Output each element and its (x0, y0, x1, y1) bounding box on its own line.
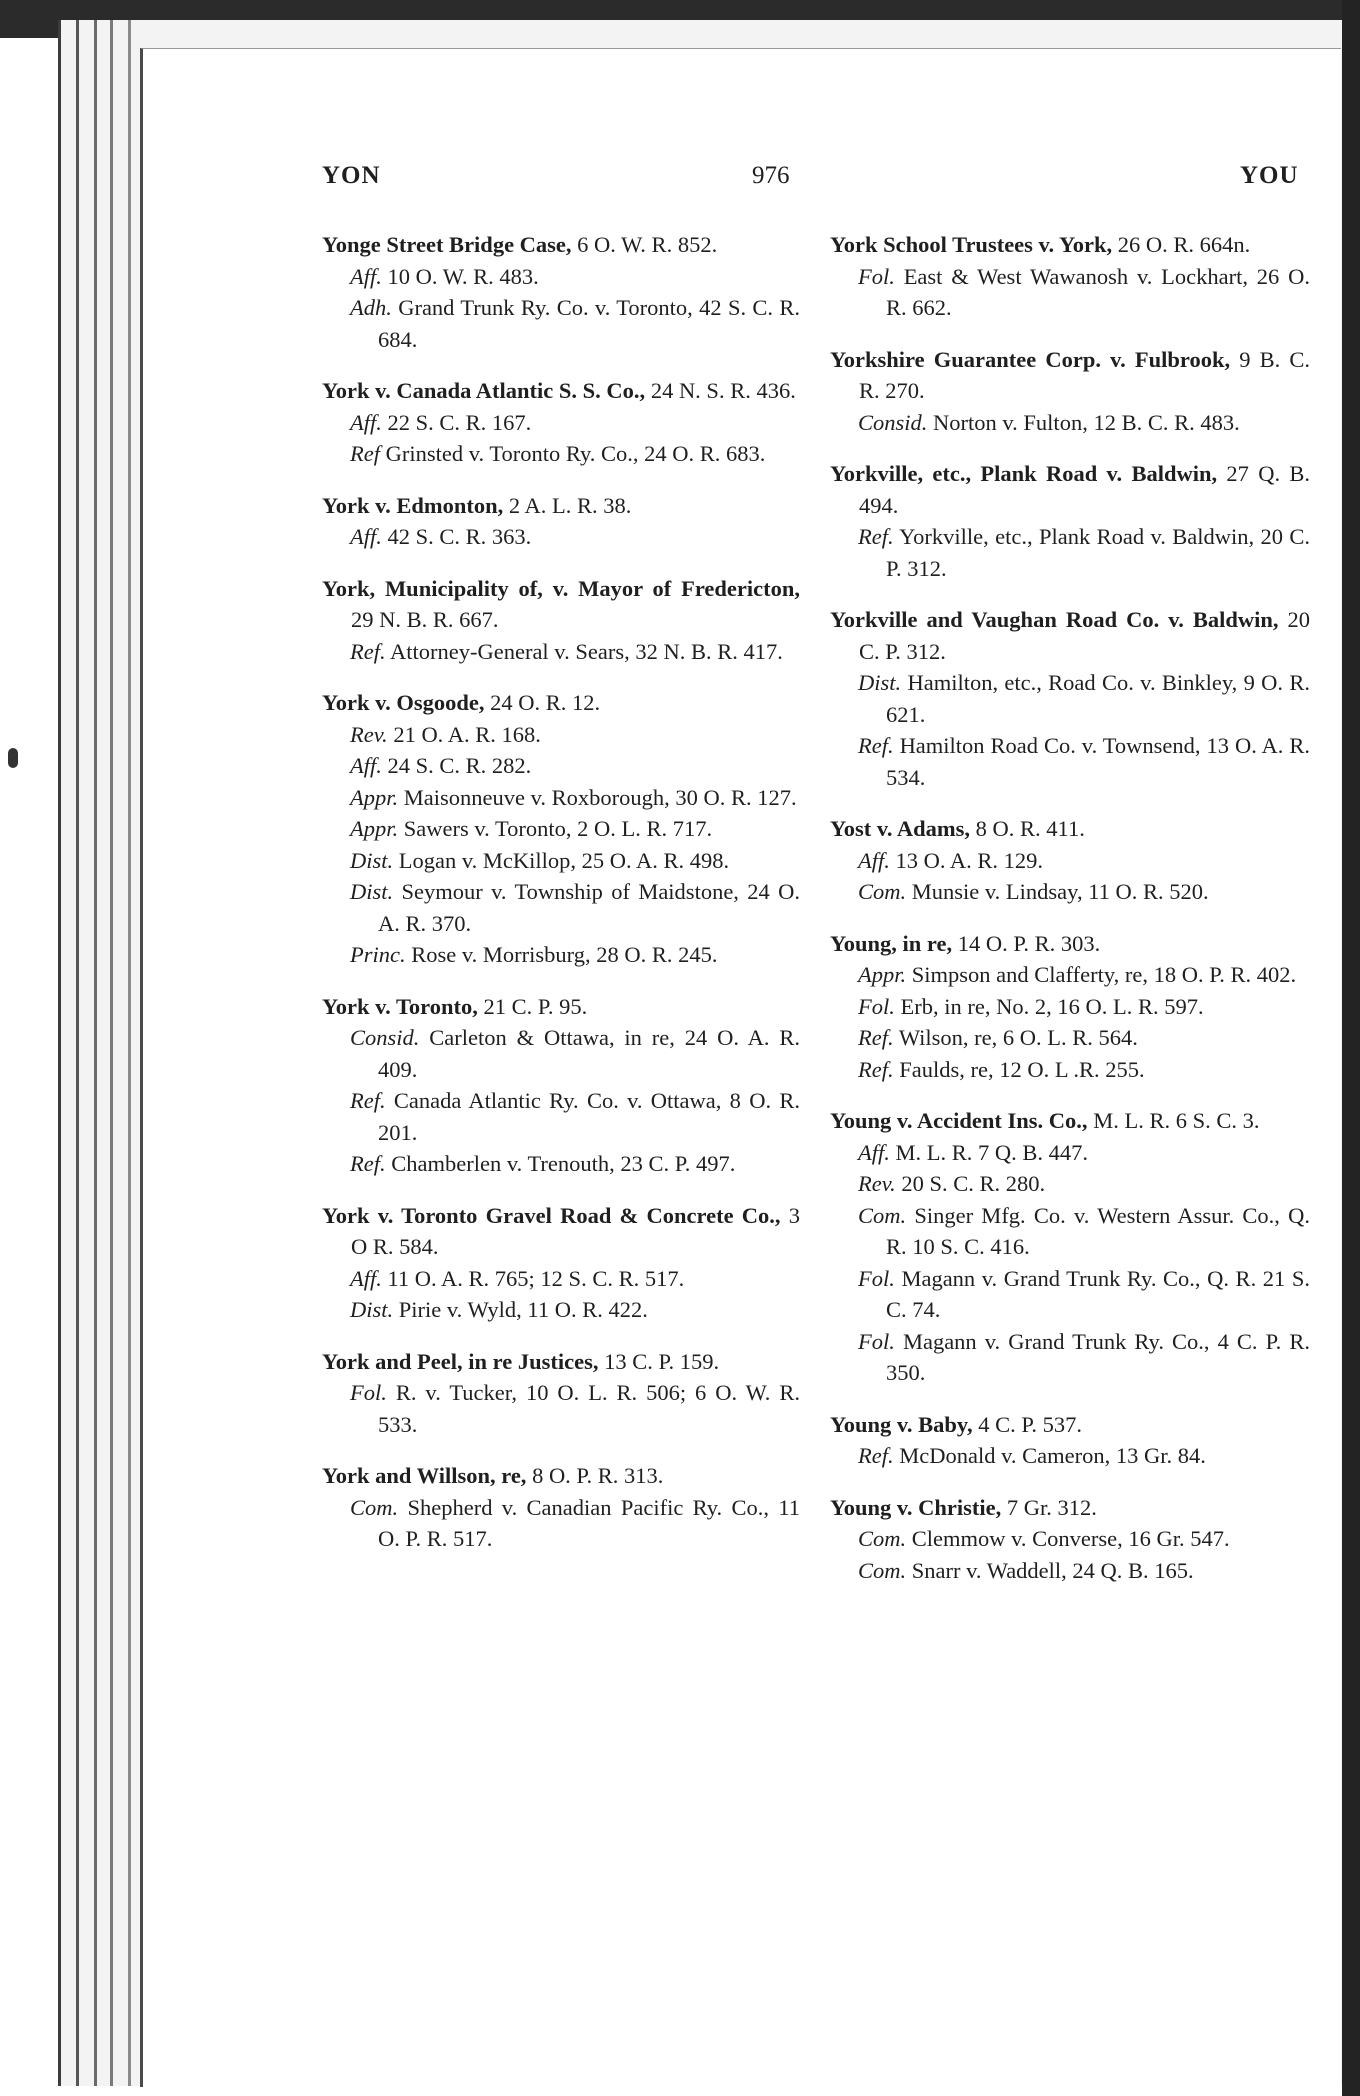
case-entry (830, 1492, 1310, 1587)
case-entry (322, 991, 800, 1180)
citation-history-line (322, 750, 800, 782)
case-citation: 3 O R. 584. (351, 1202, 800, 1259)
treatment-citation: Snarr v. Waddell, 24 Q. B. 165. (911, 1557, 1194, 1583)
case-heading (830, 604, 1310, 667)
citation-history-line (830, 991, 1310, 1023)
treatment-citation: Wilson, re, 6 O. L. R. 564. (898, 1025, 1138, 1050)
header-left-word: YON (322, 162, 381, 189)
treatment-label: Fol. (858, 993, 895, 1019)
treatment-label: Princ. (350, 942, 406, 967)
treatment-label: Dist. (858, 670, 902, 695)
case-entry (322, 229, 800, 355)
treatment-label: Aff. (350, 409, 382, 435)
treatment-citation: Norton v. Fulton, 12 B. C. R. 483. (933, 409, 1240, 435)
treatment-citation: Canada Atlantic Ry. Co. v. Ottawa, 8 O. R. 201. (378, 1088, 800, 1145)
citation-history-line (830, 1054, 1310, 1086)
citation-history-line (830, 1200, 1310, 1263)
right-column (830, 229, 1310, 1606)
treatment-label: Dist. (350, 1297, 394, 1322)
treatment-citation: Logan v. McKillop, 25 O. A. R. 498. (398, 847, 730, 873)
treatment-citation: Singer Mfg. Co. v. Western Assur. Co., Q. R. 10 S. C. 416. (886, 1202, 1311, 1259)
treatment-label: Ref. (858, 733, 894, 758)
treatment-citation: East & West Wawanosh v. Lockhart, 26 O. R. 662. (886, 263, 1310, 320)
case-heading (322, 1346, 800, 1378)
treatment-label: Com. (858, 1557, 907, 1583)
citation-history-line (830, 1555, 1310, 1587)
case-entry (830, 458, 1310, 584)
citation-history-line (322, 876, 800, 939)
citation-history-line (322, 1085, 800, 1148)
case-title: Yost v. Adams, (830, 816, 971, 841)
citation-history-line (322, 1148, 800, 1180)
treatment-citation: 21 O. A. R. 168. (393, 721, 541, 747)
treatment-citation: Maisonneuve v. Roxborough, 30 O. R. 127. (403, 784, 797, 810)
citation-history-line (830, 1326, 1310, 1389)
citation-history-line (830, 1137, 1310, 1169)
citation-history-line (322, 719, 800, 751)
left-column (322, 229, 800, 1575)
treatment-citation: Grand Trunk Ry. Co. v. Toronto, 42 S. C. R. 684. (378, 295, 800, 352)
citation-history-line (322, 1022, 800, 1085)
case-entry (322, 375, 800, 470)
case-entry (322, 490, 800, 553)
case-entry (830, 1409, 1310, 1472)
case-entry (830, 229, 1310, 324)
treatment-citation: Hamilton, etc., Road Co. v. Binkley, 9 O. R. 621. (886, 670, 1310, 727)
case-citation: M. L. R. 6 S. C. 3. (1093, 1108, 1260, 1133)
treatment-label: Appr. (350, 784, 399, 810)
treatment-label: Ref. (858, 1025, 894, 1050)
case-heading (830, 1409, 1310, 1441)
case-title: Yorkville, etc., Plank Road v. Baldwin, (830, 461, 1218, 486)
case-citation: 24 N. S. R. 436. (650, 378, 796, 403)
treatment-label: Ref. (350, 1151, 386, 1176)
case-citation: 26 O. R. 664n. (1117, 232, 1251, 257)
case-title: York School Trustees v. York, (830, 232, 1113, 257)
citation-history-line (830, 730, 1310, 793)
citation-history-line (322, 407, 800, 439)
treatment-citation: 10 O. W. R. 483. (387, 263, 539, 289)
treatment-label: Rev. (350, 721, 388, 747)
case-citation: 24 O. R. 12. (490, 690, 601, 715)
treatment-label: Ref. (858, 1056, 894, 1082)
treatment-label: Com. (350, 1494, 399, 1520)
case-heading (830, 1105, 1310, 1137)
treatment-label: Consid. (858, 409, 928, 435)
case-entry (830, 1105, 1310, 1389)
case-title: Young, in re, (830, 930, 953, 956)
treatment-citation: Yorkville, etc., Plank Road v. Baldwin, 20 C. P. 312. (886, 524, 1310, 581)
case-citation: 8 O. P. R. 313. (532, 1463, 664, 1488)
treatment-citation: Seymour v. Township of Maidstone, 24 O. A. R. 370. (378, 879, 800, 936)
treatment-citation: M. L. R. 7 Q. B. 447. (895, 1139, 1089, 1165)
treatment-citation: Faulds, re, 12 O. L .R. 255. (899, 1056, 1145, 1082)
case-citation: 9 B. C. R. 270. (859, 346, 1311, 403)
case-heading (322, 573, 800, 636)
running-header (0, 162, 1360, 202)
treatment-citation: Clemmow v. Converse, 16 Gr. 547. (911, 1526, 1230, 1551)
treatment-label: Ref. (858, 524, 894, 549)
case-heading (322, 687, 800, 719)
citation-history-line (322, 1377, 800, 1440)
treatment-citation: Grinsted v. Toronto Ry. Co., 24 O. R. 683. (385, 441, 766, 466)
case-title: York v. Osgoode, (322, 690, 485, 715)
treatment-citation: 11 O. A. R. 765; 12 S. C. R. 517. (387, 1265, 685, 1291)
case-title: York v. Toronto Gravel Road & Concrete Co., (322, 1202, 781, 1228)
treatment-label: Aff. (858, 1139, 890, 1165)
case-heading (322, 1200, 800, 1263)
citation-history-line (830, 1440, 1310, 1472)
citation-history-line (322, 292, 800, 355)
citation-history-line (322, 636, 800, 668)
treatment-label: Fol. (858, 263, 895, 289)
case-title: York v. Toronto, (322, 993, 478, 1019)
case-entry (322, 1346, 800, 1441)
case-title: Yonge Street Bridge Case, (322, 232, 572, 257)
treatment-citation: 42 S. C. R. 363. (387, 524, 532, 549)
case-citation: 13 C. P. 159. (604, 1348, 720, 1374)
case-citation: 21 C. P. 95. (483, 993, 588, 1019)
case-title: York and Peel, in re Justices, (322, 1348, 599, 1374)
treatment-label: Aff. (858, 847, 890, 873)
margin-mark (8, 748, 18, 768)
citation-history-line (830, 261, 1310, 324)
case-title: Young v. Accident Ins. Co., (830, 1108, 1088, 1133)
citation-history-line (830, 845, 1310, 877)
case-citation: 20 C. P. 312. (859, 607, 1310, 664)
citation-history-line (830, 1022, 1310, 1054)
case-heading (830, 344, 1310, 407)
case-heading (322, 490, 800, 522)
treatment-citation: Magann v. Grand Trunk Ry. Co., Q. R. 21 S. C. 74. (886, 1265, 1310, 1322)
treatment-citation: Erb, in re, No. 2, 16 O. L. R. 597. (900, 993, 1204, 1019)
case-heading (830, 458, 1310, 521)
citation-history-line (830, 1263, 1310, 1326)
treatment-label: Rev. (858, 1171, 896, 1196)
case-heading (322, 229, 800, 261)
citation-history-line (830, 521, 1310, 584)
case-heading (322, 991, 800, 1023)
citation-history-line (322, 1263, 800, 1295)
treatment-citation: Munsie v. Lindsay, 11 O. R. 520. (911, 879, 1209, 904)
citation-history-line (322, 521, 800, 553)
citation-history-line (322, 261, 800, 293)
treatment-citation: 13 O. A. R. 129. (895, 847, 1044, 873)
treatment-citation: 20 S. C. R. 280. (901, 1171, 1046, 1196)
case-entry (830, 813, 1310, 908)
treatment-label: Com. (858, 1526, 907, 1551)
case-heading (830, 813, 1310, 845)
treatment-citation: McDonald v. Cameron, 13 Gr. 84. (899, 1443, 1206, 1468)
case-title: Yorkville and Vaughan Road Co. v. Baldwin, (830, 607, 1279, 632)
case-title: Young v. Baby, (830, 1411, 973, 1437)
case-title: York v. Edmonton, (322, 492, 504, 518)
citation-history-line (830, 876, 1310, 908)
case-citation: 8 O. R. 411. (975, 816, 1085, 841)
treatment-label: Aff. (350, 1265, 382, 1291)
case-heading (830, 928, 1310, 960)
case-title: York v. Canada Atlantic S. S. Co., (322, 378, 646, 403)
treatment-citation: Shepherd v. Canadian Pacific Ry. Co., 11 O. P. R. 517. (378, 1494, 801, 1551)
treatment-label: Appr. (350, 816, 399, 841)
scan-background-right (1342, 0, 1360, 2096)
case-entry (322, 1460, 800, 1555)
treatment-citation: Simpson and Clafferty, re, 18 O. P. R. 402. (911, 962, 1297, 987)
treatment-label: Dist. (350, 879, 394, 904)
case-entry (322, 687, 800, 971)
case-citation: 2 A. L. R. 38. (508, 492, 632, 518)
treatment-citation: Attorney-General v. Sears, 32 N. B. R. 417. (390, 638, 783, 664)
treatment-label: Ref (350, 441, 380, 466)
case-citation: 27 Q. B. 494. (859, 461, 1310, 518)
citation-history-line (830, 1523, 1310, 1555)
case-heading (830, 1492, 1310, 1524)
treatment-label: Adh. (350, 295, 392, 320)
case-entry (322, 573, 800, 668)
citation-history-line (322, 1492, 800, 1555)
treatment-citation: Carleton & Ottawa, in re, 24 O. A. R. 409. (378, 1025, 801, 1082)
case-title: Young v. Christie, (830, 1494, 1002, 1520)
citation-history-line (322, 782, 800, 814)
case-entry (830, 344, 1310, 439)
case-heading (322, 1460, 800, 1492)
treatment-citation: Pirie v. Wyld, 11 O. R. 422. (398, 1297, 648, 1322)
treatment-citation: R. v. Tucker, 10 O. L. R. 506; 6 O. W. R. 533. (378, 1380, 801, 1437)
case-entry (830, 928, 1310, 1086)
treatment-citation: Magann v. Grand Trunk Ry. Co., 4 C. P. R. 350. (886, 1328, 1310, 1385)
treatment-label: Fol. (350, 1380, 387, 1405)
treatment-label: Com. (858, 879, 907, 904)
citation-history-line (322, 845, 800, 877)
treatment-citation: Hamilton Road Co. v. Townsend, 13 O. A. R. 534. (886, 733, 1310, 790)
treatment-label: Com. (858, 1202, 907, 1228)
treatment-label: Fol. (858, 1328, 895, 1354)
case-citation: 14 O. P. R. 303. (957, 930, 1101, 956)
treatment-label: Appr. (858, 962, 907, 987)
citation-history-line (322, 813, 800, 845)
treatment-citation: Chamberlen v. Trenouth, 23 C. P. 497. (391, 1151, 736, 1176)
treatment-label: Aff. (350, 263, 382, 289)
treatment-citation: 22 S. C. R. 167. (387, 409, 532, 435)
treatment-citation: Sawers v. Toronto, 2 O. L. R. 717. (403, 816, 713, 841)
treatment-label: Ref. (350, 638, 386, 664)
treatment-label: Ref. (350, 1088, 386, 1113)
treatment-label: Dist. (350, 847, 394, 873)
case-title: Yorkshire Guarantee Corp. v. Fulbrook, (830, 346, 1231, 372)
case-title: York, Municipality of, v. Mayor of Fredericton, (322, 575, 800, 601)
treatment-citation: Rose v. Morrisburg, 28 O. R. 245. (411, 942, 718, 967)
treatment-label: Ref. (858, 1443, 894, 1468)
treatment-citation: 24 S. C. R. 282. (387, 753, 532, 778)
citation-history-line (322, 939, 800, 971)
treatment-label: Fol. (858, 1265, 895, 1291)
citation-history-line (322, 438, 800, 470)
treatment-label: Consid. (350, 1025, 420, 1050)
citation-history-line (830, 667, 1310, 730)
case-title: York and Willson, re, (322, 1463, 527, 1488)
case-citation: 6 O. W. R. 852. (577, 232, 718, 257)
case-citation: 7 Gr. 312. (1006, 1494, 1097, 1520)
case-heading (830, 229, 1310, 261)
case-heading (322, 375, 800, 407)
treatment-label: Aff. (350, 524, 382, 549)
case-citation: 29 N. B. R. 667. (351, 607, 499, 632)
treatment-label: Aff. (350, 753, 382, 778)
case-entry (322, 1200, 800, 1326)
citation-history-line (830, 407, 1310, 439)
case-entry (830, 604, 1310, 793)
case-citation: 4 C. P. 537. (978, 1411, 1082, 1437)
header-right-word: YOU (1240, 162, 1299, 189)
citation-history-line (830, 1168, 1310, 1200)
citation-history-line (830, 959, 1310, 991)
citation-history-line (322, 1294, 800, 1326)
page-number: 976 (752, 162, 790, 189)
